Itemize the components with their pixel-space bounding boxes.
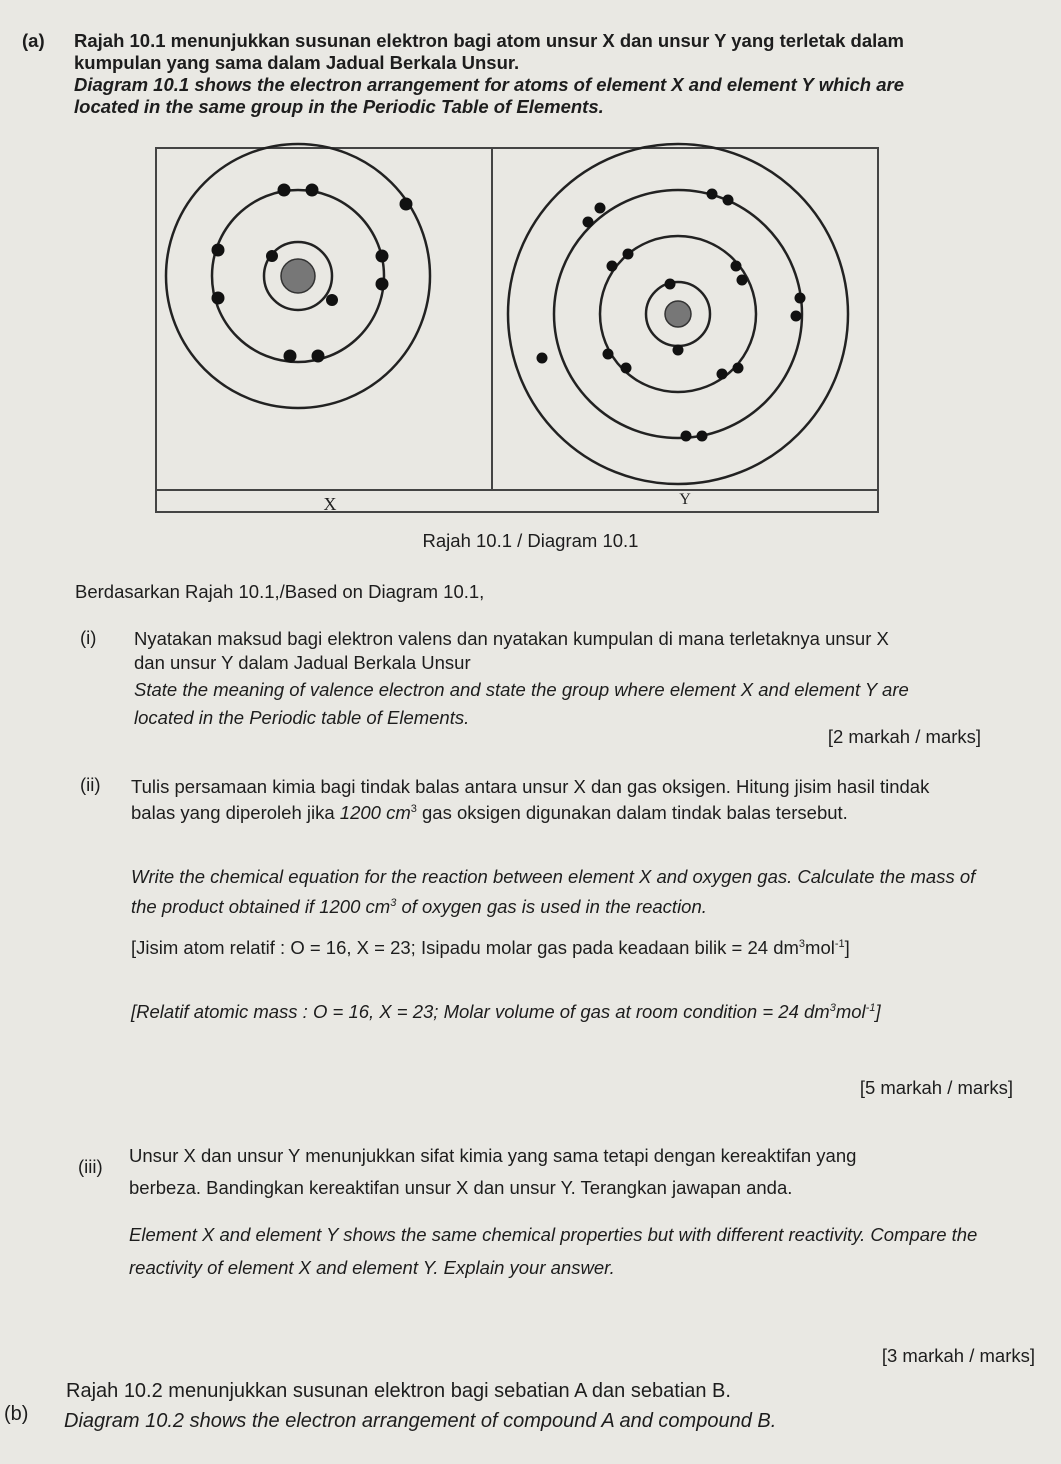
atom-y-electron (607, 261, 618, 272)
q2-num: (ii) (80, 774, 101, 795)
q1-text-en: State the meaning of valence electron and state the group where element X and element Y are located in the Periodic table of Elements. (134, 679, 909, 728)
q2-data-en-unit: dm (804, 1001, 830, 1022)
atom-x-electron (278, 184, 291, 197)
atom-y-electron (731, 261, 742, 272)
atom-y-electron (717, 369, 728, 380)
q2-data-ms-sup: 3 (798, 937, 806, 950)
atom-x-electron (400, 198, 413, 211)
atom-x-electron (266, 250, 278, 262)
q2-text-en-2: of oxygen gas is used in the reaction. (401, 896, 707, 917)
q2-text-ms-1: Tulis persamaan kimia bagi tindak balas antara unsur X dan gas oksigen. Hitung jisim hasil tindak balas yang diperoleh jika (131, 776, 930, 823)
part-a-intro-ms: Rajah 10.1 menunjukkan susunan elektron bagi atom unsur X dan unsur Y yang terletak dalam kumpulan yang sama dalam Jadual Berkala Unsur. (74, 30, 904, 73)
atom-y-electron (621, 363, 632, 374)
q2-volume-en-sup: 3 (390, 896, 397, 909)
atom-y-electron (665, 279, 676, 290)
label-y: Y (679, 491, 691, 508)
q2-data-ms-neg1: -1 (834, 937, 845, 950)
q2-text-ms (131, 774, 976, 826)
diagram-10-1 (155, 138, 880, 518)
atom-y-electron (673, 345, 684, 356)
atom-y-electron (723, 195, 734, 206)
atom-y-electron (623, 249, 634, 260)
based-on (75, 581, 484, 603)
atom-x-electron (312, 350, 325, 363)
part-a-intro-en: Diagram 10.1 shows the electron arrangement for atoms of element X and element Y which are located in the same group in the Periodic Table of Elements. (74, 74, 905, 117)
part-b-text-ms: Rajah 10.2 menunjukkan susunan elektron bagi sebatian A dan sebatian B. (66, 1380, 731, 1402)
q2-data-en-text: [Relatif atomic mass : O = 16, X = 23; Molar volume of gas at room condition = 24 (131, 1001, 799, 1022)
atom-x-electron (212, 292, 225, 305)
atom-y-electron (681, 431, 692, 442)
atom-y-electron (603, 349, 614, 360)
part-b-text-en: Diagram 10.2 shows the electron arrangement of compound A and compound B. (64, 1410, 777, 1432)
q3-text-ms: Unsur X dan unsur Y menunjukkan sifat kimia yang sama tetapi dengan kereaktifan yang berbeza. Bandingkan kereaktifan unsur X dan unsur Y. Terangkan jawapan anda. (129, 1145, 857, 1198)
atom-x-electron (306, 184, 319, 197)
q2-data-ms-text: [Jisim atom relatif : O = 16, X = 23; Isipadu molar gas pada keadaan bilik = 24 (131, 937, 769, 958)
q2-data-ms: [Jisim atom relatif : O = 16, X = 23; Isipadu molar gas pada keadaan bilik = 24 $dm^3mol^{-1}$] (131, 937, 850, 958)
q2-data-ms-unit2: mol (805, 937, 835, 958)
atom-y-electron (737, 275, 748, 286)
atom-y (508, 144, 848, 484)
atom-y-nucleus (665, 301, 691, 327)
atom-x-electron (212, 244, 225, 257)
q3-num: (iii) (78, 1156, 103, 1177)
q2-text-en-1: Write the chemical equation for the reaction between element X and oxygen gas. Calculate the mass of the product obtained if (131, 866, 976, 917)
q2-text-ms-2: gas oksigen digunakan dalam tindak balas tersebut. (422, 802, 848, 823)
atom-y-electron (583, 217, 594, 228)
atom-y-electron (697, 431, 708, 442)
q1-num: (i) (80, 627, 97, 648)
atom-x-electron (284, 350, 297, 363)
atom-x-electron (326, 294, 338, 306)
atom-y-electron (707, 189, 718, 200)
part-a-label: (a) (22, 30, 45, 51)
q2-text-en (131, 862, 976, 922)
atom-x-electron (376, 278, 389, 291)
atom-y-electron (791, 311, 802, 322)
q2-data-en: [Relatif atomic mass : O = 16, X = 23; Molar volume of gas at room condition = 24 $dm^3mol^{-1}$] (131, 1001, 881, 1022)
q2-data-en-unit2: mol (835, 1001, 866, 1022)
q2-data-ms-unit: dm (773, 937, 799, 958)
q2-volume-en: 1200 cm (319, 896, 391, 917)
based-on-text: Berdasarkan Rajah 10.1,/Based on Diagram 10.1, (75, 581, 485, 602)
atom-y-electron (595, 203, 606, 214)
atom-y-electron (537, 353, 548, 364)
q2-volume: 1200 cm (339, 802, 411, 823)
q2-data-en-sup: 3 (829, 1001, 836, 1014)
atom-x-nucleus (281, 259, 315, 293)
diagram-caption: Rajah 10.1 / Diagram 10.1 (422, 530, 639, 551)
q3-text-en: Element X and element Y shows the same chemical properties but with different reactivity. Compare the reactivity of element X and element Y. Explain your answer. (129, 1224, 978, 1278)
label-x: X (323, 494, 337, 514)
atom-x (166, 144, 430, 408)
atom-y-electron (795, 293, 806, 304)
q1-marks: [2 markah / marks] (827, 726, 981, 747)
part-b-label: (b) (4, 1403, 29, 1425)
q2-data-en-neg1: -1 (865, 1001, 876, 1014)
q1-text-ms: Nyatakan maksud bagi elektron valens dan nyatakan kumpulan di mana terletaknya unsur X dan unsur Y dalam Jadual Berkala Unsur (134, 628, 889, 673)
q2-marks: [5 markah / marks] (859, 1077, 1013, 1098)
q3-marks: [3 markah / marks] (881, 1345, 1035, 1366)
atom-y-electron (733, 363, 744, 374)
q2-volume-sup: 3 (410, 802, 417, 815)
atom-x-electron (376, 250, 389, 263)
